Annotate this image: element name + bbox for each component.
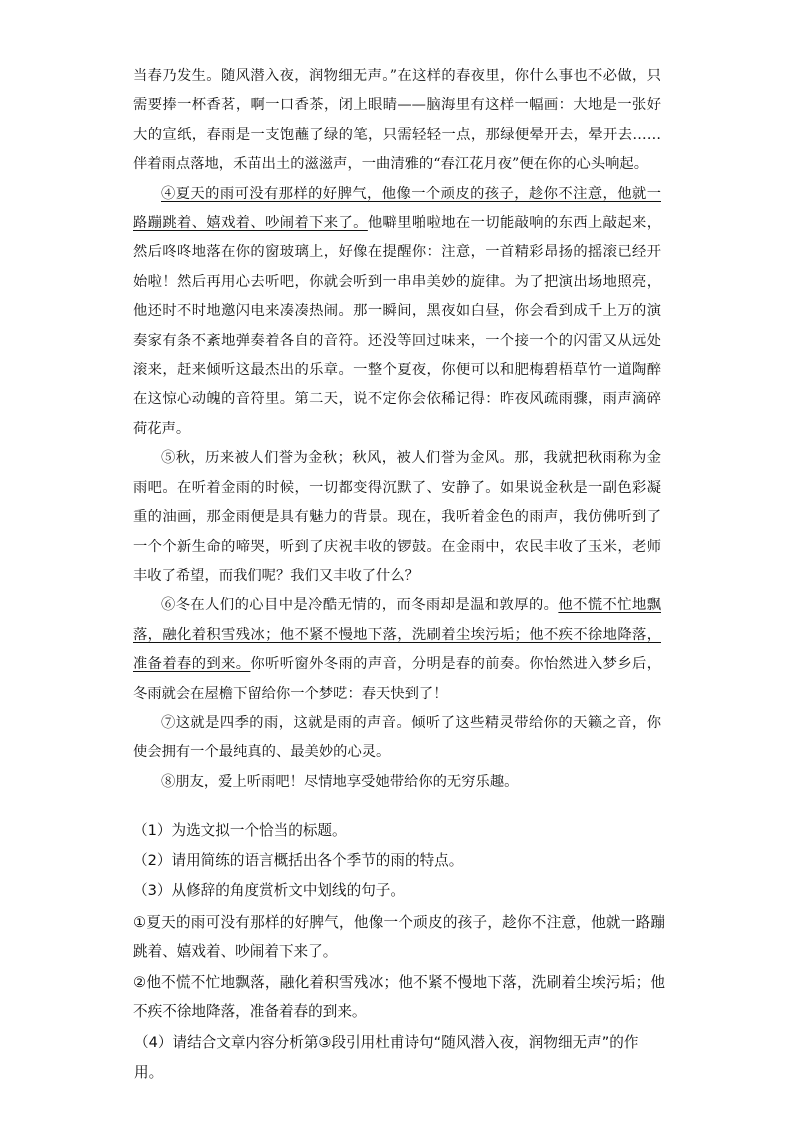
question-3-sentence-2: ②他不慌不忙地飘落，融化着积雪残冰；他不紧不慢地下落，洗刷着尘埃污垢；他不疾不徐地降落，准备着春的到来。 [133,974,665,1020]
paragraph-4 [133,180,661,445]
question-3-sentence-1: ①夏天的雨可没有那样的好脾气，他像一个顽皮的孩子，趁你不注意，他就一路蹦跳着、嬉戏着、吵闹着下来了。 [133,914,665,960]
question-3: （3）从修辞的角度赏析文中划线的句子。 [133,882,405,899]
paragraph-6-before: ⑥冬在人们的心目中是冷酷无情的，而冬雨却是温和敦厚的。 [161,597,559,614]
paragraph-4-rest: 他噼里啪啦地在一切能敲响的东西上敲起来，然后咚咚地落在你的窗玻璃上，好像在提醒你：注意，一首精彩昂扬的摇滚已经开始啦！然后再用心去听吧，你就会听到一串串美妙的旋律。为了把演出场地照亮，他还时不时地邀闪电来凑凑热闹。那一瞬间，黑夜如白昼，你会看到成千上万的演奏家有条不紊地弹奏着各自的音符。还没等回过味来，一个接一个的闪雷又从远处滚来，赶来倾听这最杰出的乐章。一整个夏夜，你便可以和肥梅碧梧草竹一道陶醉在这惊心动魄的音符里。第二天，说不定你会依稀记得：昨夜风疏雨骤，雨声滴碎荷花声。 [133,215,662,437]
underlined-sentence-summer: ④夏天的雨可没有那样的好脾气，他像一个顽皮的孩子，趁你不注意，他就一路蹦跳着、嬉戏着、吵闹着下来了。 [133,185,661,232]
paragraph-5: ⑤秋，历来被人们誉为金秋；秋风，被人们誉为金风。那，我就把秋雨称为金雨吧。在听着金雨的时候，一切都变得沉默了、安静了。如果说金秋是一副色彩凝重的油画，那金雨便是具有魅力的背景。现在，我听着金色的雨声，我仿佛听到了一个个新生命的啼哭，听到了庆祝丰收的锣鼓。在金雨中，农民丰收了玉米，老师丰收了希望，而我们呢？我们又丰收了什么？ [133,450,661,584]
paragraph-8: ⑧朋友，爱上听雨吧！尽情地享受她带给你的无穷乐趣。 [161,773,519,790]
question-1: （1）为选文拟一个恰当的标题。 [133,822,347,839]
paragraph-3-tail: 当春乃发生。随风潜入夜，润物细无声。”在这样的春夜里，你什么事也不必做，只需要捧一杯香茗，啊一口香茶，闭上眼睛——脑海里有这样一幅画：大地是一张好大的宣纸，春雨是一支饱蘸了绿的笔，只需轻轻一点，那绿便晕开去，晕开去……伴着雨点落地，禾苗出土的滋滋声，一曲清雅的“春江花月夜”便在你的心头响起。 [133,68,661,173]
reading-passage [133,62,661,797]
paragraph-7: ⑦这就是四季的雨，这就是雨的声音。倾听了这些精灵带给你的天籁之音，你使会拥有一个最纯真的、最美妙的心灵。 [133,714,661,761]
paragraph-6-after: 你听听窗外冬雨的声音，分明是春的前奏。你怡然进入梦乡后，冬雨就会在屋檐下留给你一个梦呓：春天快到了！ [133,656,662,702]
question-4: （4）请结合文章内容分析第③段引用杜甫诗句“随风潜入夜，润物细无声”的作用。 [134,1034,639,1081]
underlined-sentence-winter: 他不慌不忙地飘落，融化着积雪残冰；他不紧不慢地下落，洗刷着尘埃污垢；他不疾不徐地降落，准备着春的到来。 [133,597,661,673]
question-section [133,816,665,1088]
question-2: （2）请用简练的语言概括出各个季节的雨的特点。 [133,852,464,869]
paragraph-6 [133,591,661,709]
